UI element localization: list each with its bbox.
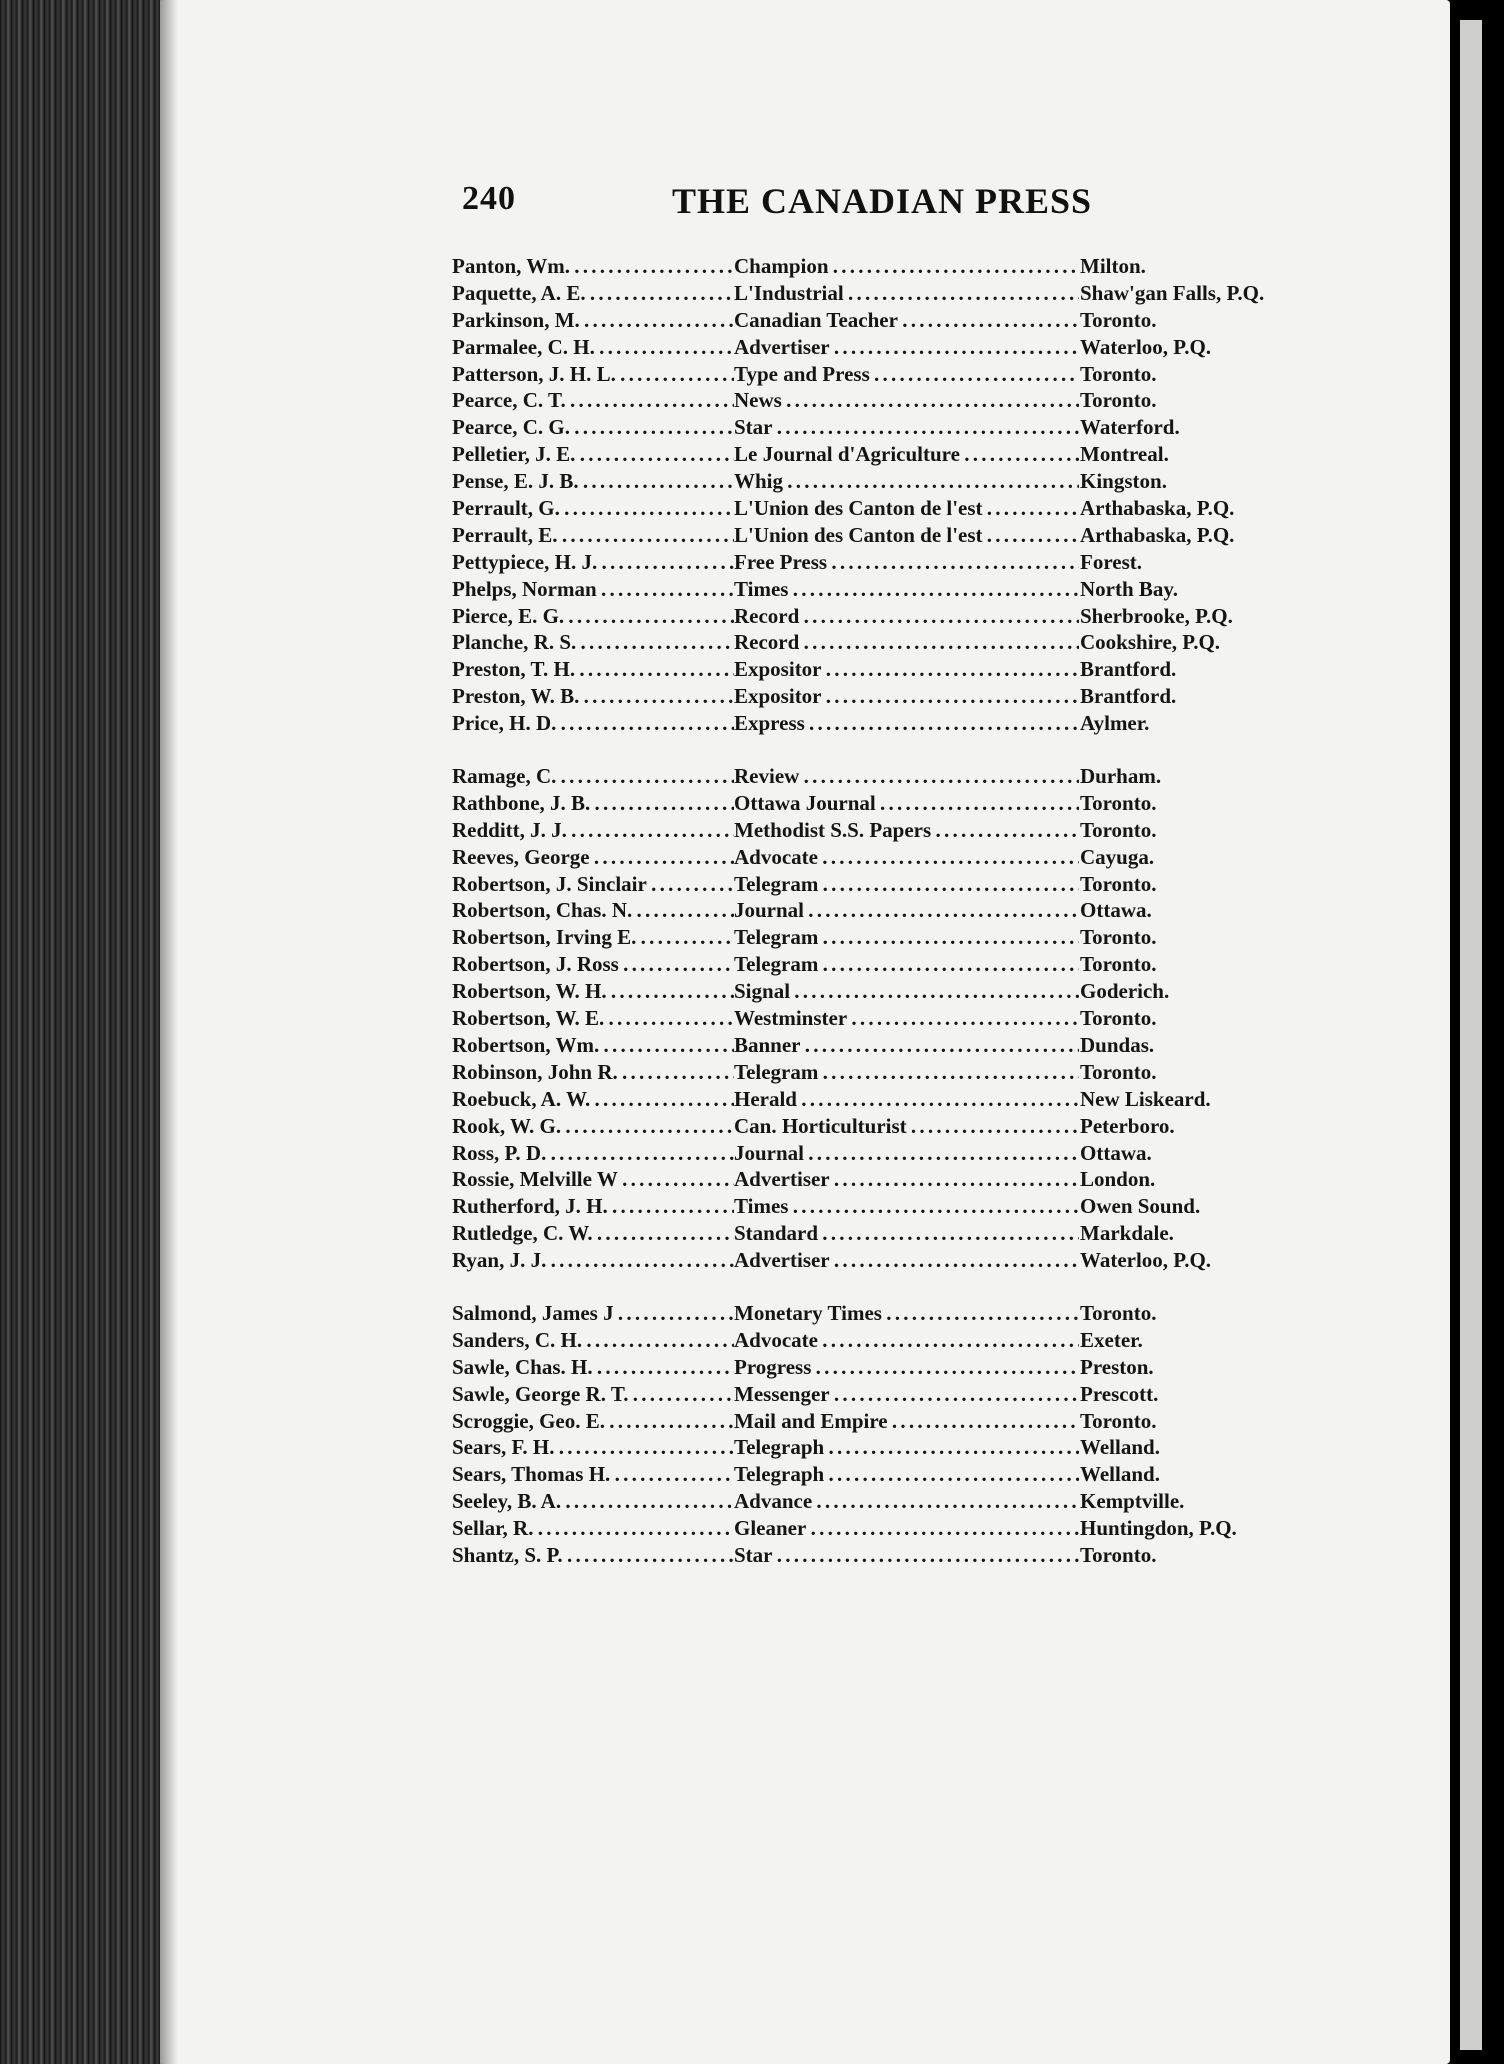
entry-place: Peterboro. [1080,1113,1175,1138]
entry-name: Robertson, W. E. . . . [452,1005,734,1032]
entry-place: Toronto. [1080,925,1157,950]
entry-place: Ottawa. [1080,1140,1152,1165]
directory-entry [452,1005,1352,1032]
entry-place: Prescott. [1080,1381,1159,1406]
directory-entry [452,897,1352,924]
entry-paper: Telegraph . . . [734,1434,1079,1461]
entry-place: Arthabaska, P.Q. [1080,522,1235,547]
directory-entry [452,1488,1352,1515]
directory-entry [452,495,1352,522]
entry-paper: Advertiser . . . [734,1166,1079,1193]
entry-name: Perrault, G. . . . [452,495,734,522]
entry-paper: Star . . . [734,414,1079,441]
entry-place: Toronto. [1080,817,1157,842]
directory-entry [452,1354,1352,1381]
directory-entry [452,683,1352,710]
entry-place: Kingston. [1080,469,1167,494]
entry-place: Toronto. [1080,1408,1157,1433]
entry-paper: Express . . . [734,710,1079,737]
directory-entry [452,280,1352,307]
directory-entry [452,790,1352,817]
entry-name: Sears, Thomas H. . . . [452,1461,734,1488]
entry-place: Toronto. [1080,1542,1157,1567]
directory-entry [452,1059,1352,1086]
entry-paper: Advocate . . . [734,1327,1079,1354]
entry-paper: Can. Horticulturist . . . [734,1113,1079,1140]
directory-entry [452,1434,1352,1461]
entry-paper: Signal . . . [734,978,1079,1005]
entry-paper: Telegram . . . [734,924,1079,951]
entry-paper: L'Union des Canton de l'est . . . [734,522,1079,549]
directory-entry [452,951,1352,978]
directory-entry [452,1381,1352,1408]
entry-place: Welland. [1080,1435,1160,1460]
entry-name: Robertson, Chas. N. . . . [452,897,734,924]
entry-place: Montreal. [1080,442,1169,467]
entry-paper: News . . . [734,387,1079,414]
entry-paper: Advertiser . . . [734,334,1079,361]
directory-entry [452,576,1352,603]
entry-paper: Telegram . . . [734,871,1079,898]
entry-name: Robinson, John R. . . . [452,1059,734,1086]
directory-entries [452,253,1352,1595]
entry-paper: Expositor . . . [734,656,1079,683]
entry-name: Ramage, C. . . . [452,763,734,790]
directory-section [452,1300,1352,1569]
entry-paper: Monetary Times . . . [734,1300,1079,1327]
entry-place: Toronto. [1080,388,1157,413]
entry-place: Welland. [1080,1462,1160,1487]
entry-place: Huntingdon, P.Q. [1080,1516,1237,1541]
running-title: THE CANADIAN PRESS [672,181,1093,221]
entry-name: Planche, R. S. . . . [452,629,734,656]
directory-entry [452,1300,1352,1327]
entry-place: Toronto. [1080,1300,1157,1325]
entry-name: Roebuck, A. W. . . . [452,1086,734,1113]
directory-entry [452,441,1352,468]
directory-entry [452,656,1352,683]
entry-name: Paquette, A. E. . . . [452,280,734,307]
entry-name: Ryan, J. J. . . . [452,1247,734,1274]
entry-place: Cookshire, P.Q. [1080,630,1221,655]
directory-entry [452,1166,1352,1193]
entry-name: Sellar, R. . . . [452,1515,734,1542]
entry-name: Pearce, C. G. . . . [452,414,734,441]
entry-paper: Mail and Empire . . . [734,1408,1079,1435]
entry-paper: Review . . . [734,763,1079,790]
entry-place: Toronto. [1080,307,1157,332]
entry-paper: Advance . . . [734,1488,1079,1515]
entry-place: Brantford. [1080,684,1177,709]
directory-entry [452,1113,1352,1140]
entry-name: Parmalee, C. H. . . . [452,334,734,361]
entry-name: Perrault, E. . . . [452,522,734,549]
entry-paper: Telegram . . . [734,951,1079,978]
entry-paper: Gleaner . . . [734,1515,1079,1542]
entry-place: Toronto. [1080,361,1157,386]
entry-place: Milton. [1080,254,1146,278]
directory-entry [452,1542,1352,1569]
directory-entry [452,1247,1352,1274]
entry-paper: Times . . . [734,1193,1079,1220]
entry-paper: Telegraph . . . [734,1461,1079,1488]
directory-entry [452,522,1352,549]
entry-place: Toronto. [1080,1006,1157,1031]
directory-entry [452,1515,1352,1542]
entry-paper: Progress . . . [734,1354,1079,1381]
directory-entry [452,414,1352,441]
entry-place: Sherbrooke, P.Q. [1080,603,1233,628]
entry-paper: Canadian Teacher . . . [734,307,1079,334]
entry-name: Patterson, J. H. L. . . . [452,361,734,388]
entry-name: Shantz, S. P. . . . [452,1542,734,1569]
entry-place: Dundas. [1080,1032,1155,1057]
directory-entry [452,1327,1352,1354]
entry-name: Robertson, Wm. . . . [452,1032,734,1059]
entry-name: Sawle, Chas. H. . . . [452,1354,734,1381]
directory-entry [452,253,1352,280]
directory-entry [452,307,1352,334]
entry-name: Seeley, B. A. . . . [452,1488,734,1515]
entry-paper: L'Industrial . . . [734,280,1079,307]
entry-name: Robertson, J. Ross . . . [452,951,734,978]
entry-place: Kemptville. [1080,1489,1185,1514]
entry-paper: Westminster . . . [734,1005,1079,1032]
entry-paper: Advertiser . . . [734,1247,1079,1274]
entry-name: Rutledge, C. W. . . . [452,1220,734,1247]
entry-name: Preston, T. H. . . . [452,656,734,683]
directory-entry [452,334,1352,361]
entry-paper: Methodist S.S. Papers . . . [734,817,1079,844]
directory-entry [452,871,1352,898]
directory-section [452,253,1352,737]
directory-entry [452,978,1352,1005]
entry-name: Redditt, J. J. . . . [452,817,734,844]
entry-name: Pierce, E. G. . . . [452,603,734,630]
entry-paper: Record . . . [734,603,1079,630]
entry-place: Toronto. [1080,952,1157,977]
entry-name: Scroggie, Geo. E. . . . [452,1408,734,1435]
book-page-edges [0,0,178,2064]
entry-name: Rook, W. G. . . . [452,1113,734,1140]
entry-place: Markdale. [1080,1221,1174,1246]
entry-name: Parkinson, M. . . . [452,307,734,334]
entry-place: Goderich. [1080,979,1170,1004]
entry-place: Forest. [1080,549,1143,574]
entry-name: Rutherford, J. H. . . . [452,1193,734,1220]
entry-name: Sanders, C. H. . . . [452,1327,734,1354]
directory-entry [452,924,1352,951]
entry-place: Waterford. [1080,415,1180,440]
entry-name: Ross, P. D. . . . [452,1140,734,1167]
entry-name: Robertson, Irving E. . . . [452,924,734,951]
page-number: 240 [462,180,516,217]
entry-name: Rossie, Melville W . . . [452,1166,734,1193]
directory-entry [452,603,1352,630]
page-header [462,180,1112,230]
directory-entry [452,1193,1352,1220]
entry-paper: Type and Press . . . [734,361,1079,388]
entry-place: Durham. [1080,764,1162,789]
next-page-edge [1460,20,1482,2050]
entry-paper: Journal . . . [734,1140,1079,1167]
directory-entry [452,361,1352,388]
entry-paper: Telegram . . . [734,1059,1079,1086]
directory-entry [452,1140,1352,1167]
entry-paper: Messenger . . . [734,1381,1079,1408]
directory-entry [452,817,1352,844]
entry-place: Waterloo, P.Q. [1080,1248,1212,1273]
entry-name: Price, H. D. . . . [452,710,734,737]
entry-place: Shaw'gan Falls, P.Q. [1080,280,1265,305]
entry-paper: Expositor . . . [734,683,1079,710]
directory-entry [452,629,1352,656]
entry-place: Exeter. [1080,1327,1143,1352]
entry-paper: Star . . . [734,1542,1079,1569]
directory-entry [452,1461,1352,1488]
directory-section [452,763,1352,1274]
directory-entry [452,710,1352,737]
entry-paper: Champion . . . [734,253,1079,280]
directory-entry [452,549,1352,576]
entry-name: Sears, F. H. . . . [452,1434,734,1461]
entry-paper: Whig . . . [734,468,1079,495]
entry-place: Waterloo, P.Q. [1080,334,1212,359]
entry-name: Pearce, C. T. . . . [452,387,734,414]
entry-place: Ottawa. [1080,898,1152,923]
directory-entry [452,763,1352,790]
entry-name: Pelletier, J. E. . . . [452,441,734,468]
entry-name: Pettypiece, H. J. . . . [452,549,734,576]
entry-name: Robertson, J. Sinclair . . . [452,871,734,898]
entry-paper: Le Journal d'Agriculture . . . [734,441,1079,468]
entry-name: Pense, E. J. B. . . . [452,468,734,495]
entry-place: Toronto. [1080,871,1157,896]
directory-entry [452,468,1352,495]
entry-place: Aylmer. [1080,711,1150,736]
entry-paper: Free Press . . . [734,549,1079,576]
entry-name: Sawle, George R. T. . . . [452,1381,734,1408]
entry-name: Rathbone, J. B. . . . [452,790,734,817]
entry-paper: Standard . . . [734,1220,1079,1247]
entry-place: Cayuga. [1080,844,1155,869]
entry-paper: L'Union des Canton de l'est . . . [734,495,1079,522]
entry-name: Preston, W. B. . . . [452,683,734,710]
entry-paper: Advocate . . . [734,844,1079,871]
entry-place: London. [1080,1167,1156,1192]
directory-entry [452,387,1352,414]
entry-place: Brantford. [1080,657,1177,682]
entry-place: Preston. [1080,1354,1154,1379]
entry-paper: Record . . . [734,629,1079,656]
directory-entry [452,844,1352,871]
entry-name: Phelps, Norman . . . [452,576,734,603]
entry-paper: Times . . . [734,576,1079,603]
entry-name: Panton, Wm. . . . [452,253,734,280]
entry-place: North Bay. [1080,576,1179,601]
directory-entry [452,1408,1352,1435]
entry-paper: Journal . . . [734,897,1079,924]
entry-name: Reeves, George . . . [452,844,734,871]
entry-place: Toronto. [1080,1059,1157,1084]
entry-place: New Liskeard. [1080,1086,1211,1111]
entry-paper: Herald . . . [734,1086,1079,1113]
page-gutter-shadow [160,0,178,2064]
entry-name: Robertson, W. H. . . . [452,978,734,1005]
entry-place: Toronto. [1080,790,1157,815]
entry-paper: Ottawa Journal . . . [734,790,1079,817]
entry-place: Arthabaska, P.Q. [1080,496,1235,521]
entry-name: Salmond, James J . . . [452,1300,734,1327]
directory-entry [452,1032,1352,1059]
directory-entry [452,1220,1352,1247]
directory-entry [452,1086,1352,1113]
entry-place: Owen Sound. [1080,1194,1201,1219]
entry-paper: Banner . . . [734,1032,1079,1059]
